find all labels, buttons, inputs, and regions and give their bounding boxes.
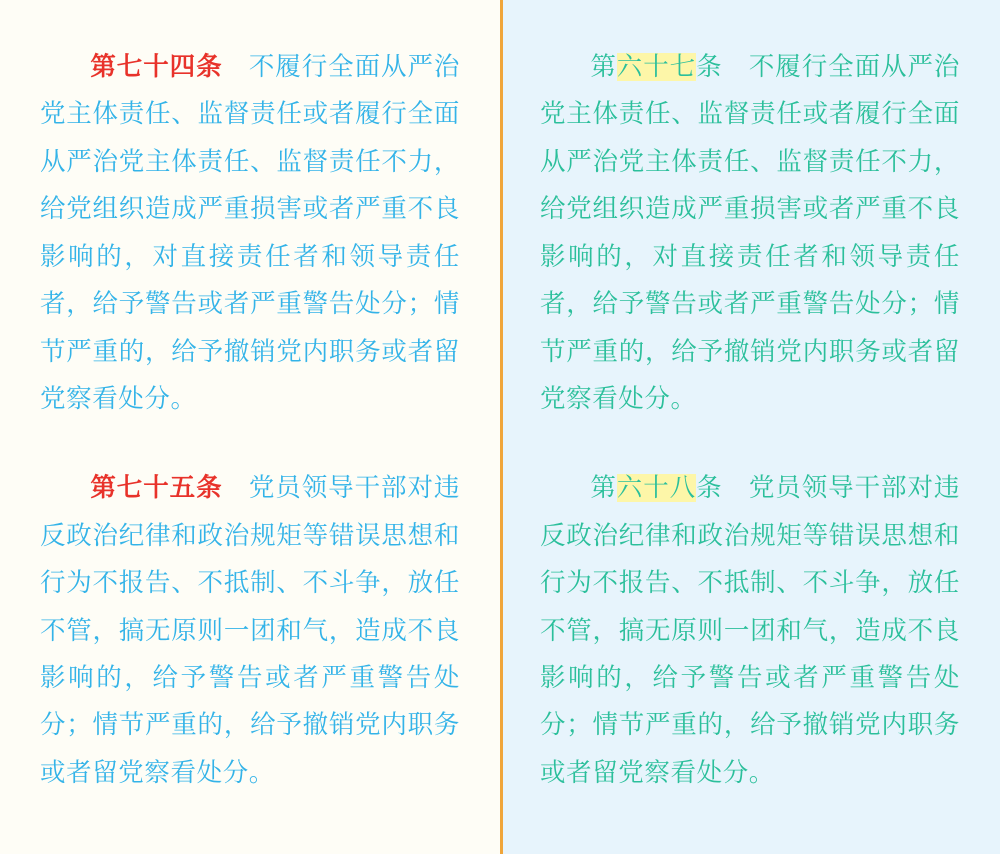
article-block [40, 44, 460, 423]
article-number-prefix: 第 [90, 53, 117, 81]
article-number: 六十八 [616, 474, 697, 503]
article-body: 不履行全面从严治党主体责任、监督责任或者履行全面从严治党主体责任、监督责任不力，给党组织造成严重损害或者严重不良影响的，对直接责任者和领导责任者，给予警告或者严重警告处分；情节严重的，给予撤销党内职务或者留党察看处分。 [540, 53, 960, 413]
article-number: 七十四 [116, 53, 197, 81]
article-number: 七十五 [116, 474, 197, 503]
article-body: 不履行全面从严治党主体责任、监督责任或者履行全面从严治党主体责任、监督责任不力，给党组织造成严重损害或者严重不良影响的，对直接责任者和领导责任者，给予警告或者严重警告处分；情节严重的，给予撤销党内职务或者留党察看处分。 [40, 53, 460, 413]
article-number-suffix: 条 [196, 53, 223, 81]
article-number-prefix: 第 [590, 53, 617, 81]
article-number-suffix: 条 [196, 474, 223, 503]
article-number-suffix: 条 [696, 53, 723, 81]
article-block [540, 44, 960, 423]
article-body: 党员领导干部对违反政治纪律和政治规矩等错误思想和行为不报告、不抵制、不斗争，放任不管，搞无原则一团和气，造成不良影响的，给予警告或者严重警告处分；情节严重的，给予撤销党内职务或者留党察看处分。 [40, 474, 460, 787]
article-number: 六十七 [616, 53, 697, 81]
article-block [540, 465, 960, 797]
article-number-prefix: 第 [590, 474, 617, 503]
article-number-suffix: 条 [696, 474, 723, 503]
article-block [40, 465, 460, 797]
right-column [500, 0, 1000, 854]
article-body: 党员领导干部对违反政治纪律和政治规矩等错误思想和行为不报告、不抵制、不斗争，放任不管，搞无原则一团和气，造成不良影响的，给予警告或者严重警告处分；情节严重的，给予撤销党内职务或者留党察看处分。 [540, 474, 960, 787]
column-divider [500, 0, 503, 854]
article-number-prefix: 第 [90, 474, 117, 503]
